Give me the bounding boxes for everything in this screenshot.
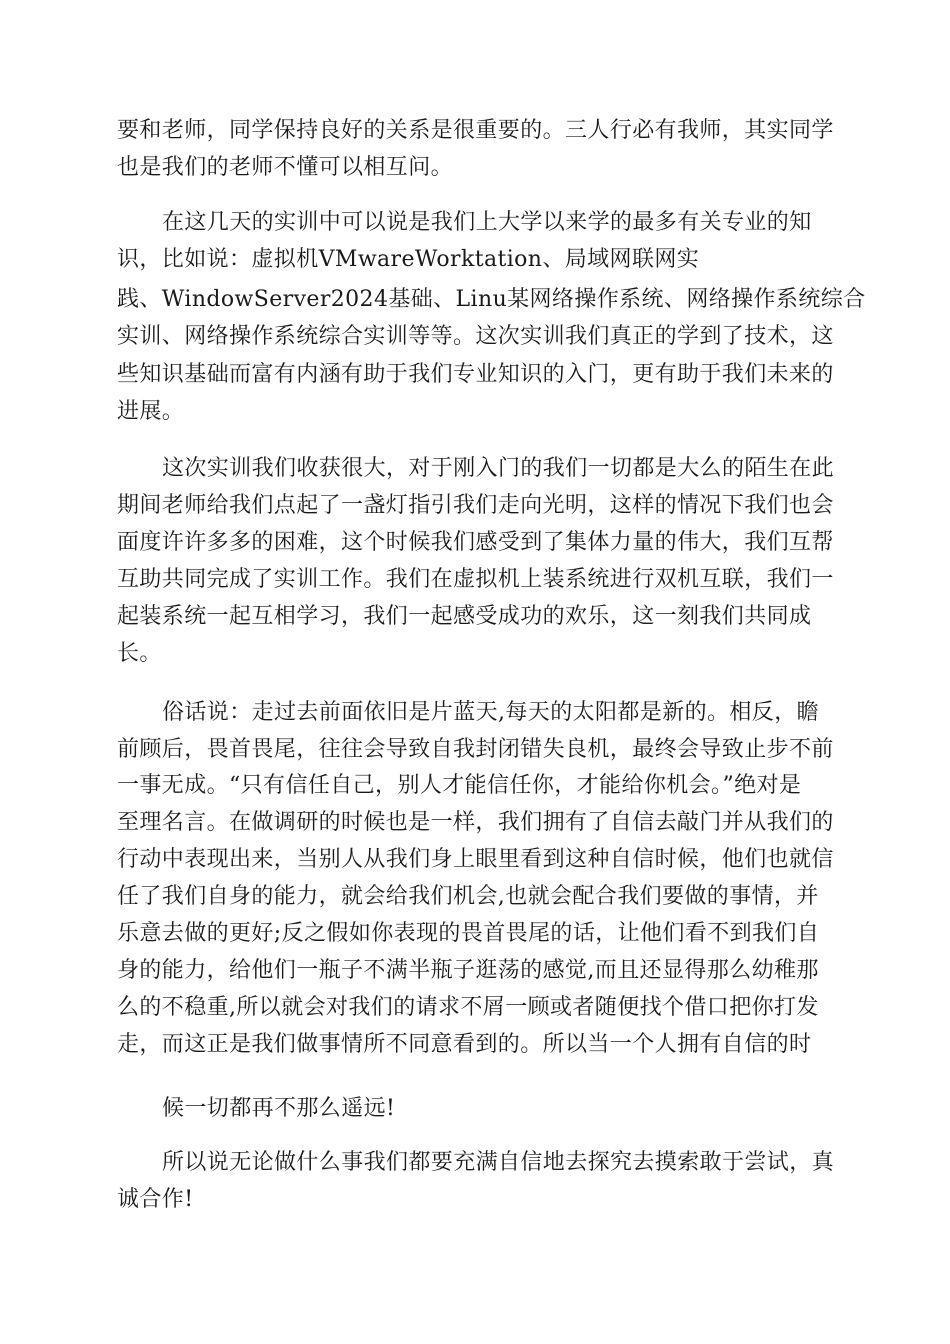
paragraph-3-line-3: 面度许许多多的困难，这个时候我们感受到了集体力量的伟大，我们互帮	[117, 530, 834, 555]
paragraph-4-line-2: 前顾后，畏首畏尾，往往会导致自我封闭错失良机，最终会导致止步不前	[117, 737, 834, 762]
paragraph-2-line-2: 识，比如说：虚拟机VMwareWorktation、局域网联网实	[117, 247, 700, 272]
paragraph-3-line-6: 长。	[117, 641, 162, 666]
paragraph-2-line-1: 在这几天的实训中可以说是我们上大学以来学的最多有关专业的知	[162, 210, 812, 235]
paragraph-4-line-8: 身的能力，给他们一瓶子不满半瓶子逛荡的感觉,而且还显得那么幼稚那	[117, 958, 819, 983]
paragraph-4-line-4: 至理名言。在做调研的时候也是一样，我们拥有了自信去敲门并从我们的	[117, 810, 834, 835]
paragraph-1-line-1: 要和老师，同学保持良好的关系是很重要的。三人行必有我师，其实同学	[117, 118, 834, 143]
paragraph-4-line-10: 走，而这正是我们做事情所不同意看到的。所以当一个人拥有自信的时	[117, 1032, 812, 1057]
paragraph-3-line-4: 互助共同完成了实训工作。我们在虚拟机上装系统进行双机互联，我们一	[117, 567, 834, 592]
paragraph-4-line-9: 么的不稳重,所以就会对我们的请求不屑一顾或者随便找个借口把你打发	[117, 995, 819, 1020]
paragraph-4-line-7: 乐意去做的更好;反之假如你表现的畏首畏尾的话，让他们看不到我们自	[117, 921, 820, 946]
paragraph-2-line-5: 些知识基础而富有内涵有助于我们专业知识的入门，更有助于我们未来的	[117, 362, 834, 387]
paragraph-4-line-3: 一事无成。“只有信任自己，别人才能信任你，才能给你机会。”绝对是	[117, 773, 802, 798]
paragraph-2-line-3: 践、WindowServer2024基础、Linu某网络操作系统、网络操作系统综合	[117, 287, 866, 312]
paragraph-4-line-5: 行动中表现出来，当别人从我们身上眼里看到这种自信时候，他们也就信	[117, 847, 834, 872]
paragraph-2-line-4: 实训、网络操作系统综合实训等等。这次实训我们真正的学到了技术，这	[117, 324, 834, 349]
paragraph-4-line-6: 任了我们自身的能力，就会给我们机会,也就会配合我们要做的事情，并	[117, 884, 819, 909]
paragraph-5-line-1: 候一切都再不那么遥远!	[162, 1096, 396, 1121]
paragraph-6-line-1: 所以说无论做什么事我们都要充满自信地去探究去摸索敢于尝试，真	[162, 1150, 835, 1175]
paragraph-1-line-2: 也是我们的老师不懂可以相互问。	[117, 155, 454, 180]
paragraph-3-line-2: 期间老师给我们点起了一盏灯指引我们走向光明，这样的情况下我们也会	[117, 493, 834, 518]
paragraph-3-line-1: 这次实训我们收获很大，对于刚入门的我们一切都是大么的陌生在此	[162, 456, 835, 481]
paragraph-6-line-2: 诚合作!	[117, 1187, 194, 1212]
paragraph-2-line-6: 进展。	[117, 399, 185, 424]
paragraph-3-line-5: 起装系统一起互相学习，我们一起感受成功的欢乐，这一刻我们共同成	[117, 604, 812, 629]
paragraph-4-line-1: 俗话说：走过去前面依旧是片蓝天,每天的太阳都是新的。相反，瞻	[162, 700, 819, 725]
